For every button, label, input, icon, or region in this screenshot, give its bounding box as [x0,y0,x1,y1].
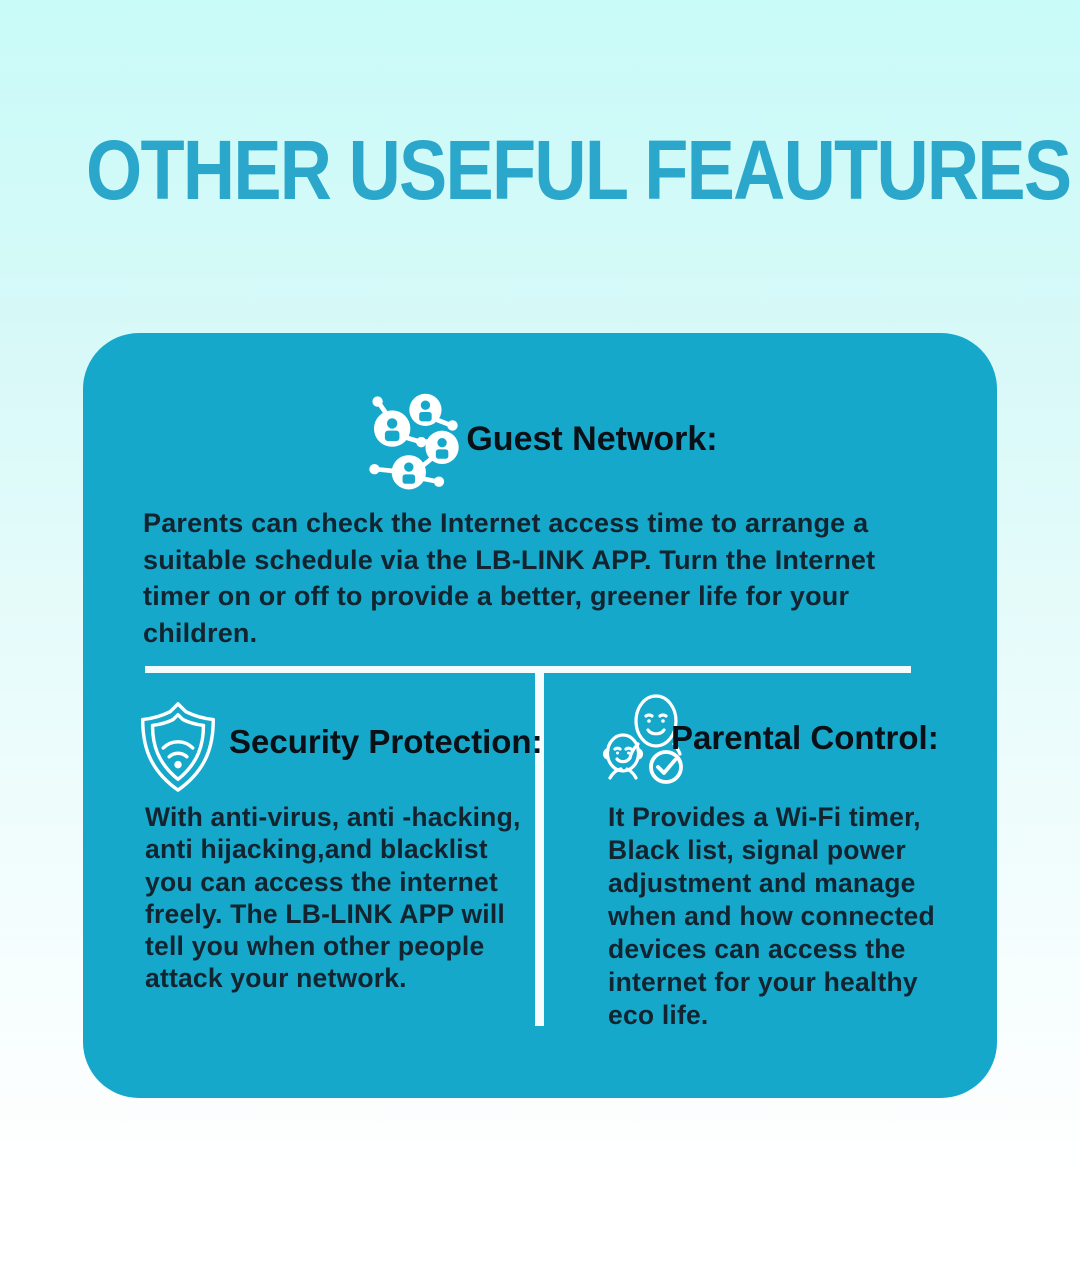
horizontal-divider [145,666,911,673]
security-protection-heading: Security Protection: [229,723,543,760]
feature-card [83,333,997,1098]
security-shield-icon [129,695,227,799]
guest-network-description: Parents can check the Internet access time to arrange a suitable schedule via the LB-LINK APP. Turn the Internet timer on or off to provide a better, greener life for your children. [143,508,876,648]
guest-network-heading: Guest Network: [466,419,718,458]
security-protection-description: With anti-virus, anti -hacking, anti hijacking,and blacklist you can access the internet freely. The LB-LINK APP will tell you when other people attack your network. [145,802,521,994]
guest-network-icon [362,383,466,495]
parental-control-heading: Parental Control: [671,719,939,756]
page-title: OTHER USEFUL FEAUTURES [86,123,1071,217]
guest-network-header [83,381,997,497]
parental-control-description: It Provides a Wi-Fi timer, Black list, signal power adjustment and manage when and how connected devices can access the internet for your healthy eco life. [608,802,935,1030]
